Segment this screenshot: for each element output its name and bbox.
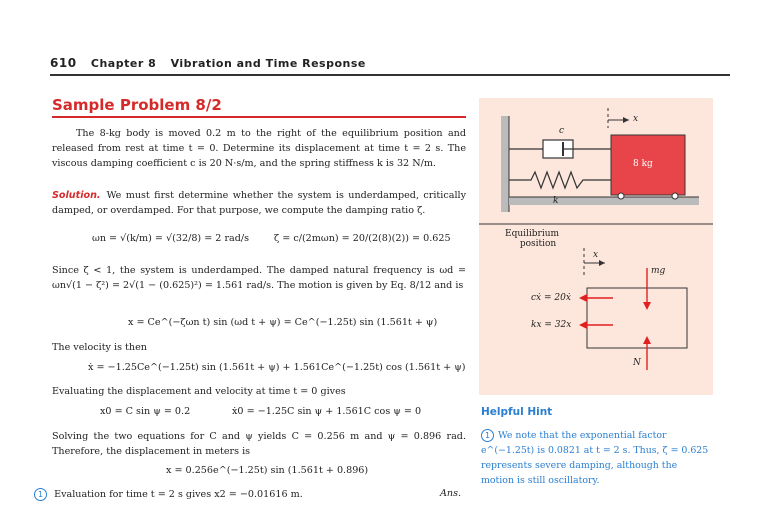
spring-label: k: [553, 196, 559, 206]
x-arrowhead-top: [623, 117, 629, 123]
equation-x: x = Ce^(−ζωn t) sin (ωd t + ψ) = Ce^(−1.25t) sin (1.561t + ψ): [128, 317, 438, 328]
hint-box: [481, 428, 713, 488]
equilibrium-label-line1: Equilibrium: [505, 229, 560, 239]
damper-force-label: cẋ = 20ẋ: [531, 293, 571, 303]
chapter-title: Vibration and Time Response: [170, 57, 366, 70]
normal-arrowhead: [643, 336, 651, 344]
equation-omega: ωn = √(k/m) = √(32/8) = 2 rad/s: [92, 233, 250, 244]
evaluation-text: Evaluation for time t = 2 s gives x2 = −0.01616 m.: [54, 489, 303, 500]
equilibrium-label: [505, 229, 559, 249]
hint-text: We note that the exponential factor e^(−1.25t) is 0.0821 at t = 2 s. Thus, ζ = 0.625 represents severe damping, although the motion is still oscillatory.: [481, 430, 709, 486]
wheel-left: [618, 193, 624, 199]
running-header: [50, 56, 730, 70]
solving-paragraph: Solving the two equations for C and ψ yields C = 0.256 m and ψ = 0.896 rad. Therefore, the displacement in meters is: [52, 431, 466, 457]
spring-force-arrowhead: [579, 321, 587, 329]
solution-intro-text: We must first determine whether the system is underdamped, critically damped, or overdamped. For that purpose, we compute the damping ratio ζ.: [52, 190, 466, 216]
header-rule: [50, 74, 730, 76]
equilibrium-label-line2: position: [519, 239, 557, 249]
equation-xdot0: ẋ0 = −1.25C sin ψ + 1.561C cos ψ = 0: [232, 406, 422, 417]
ground: [509, 197, 699, 205]
equation-zeta: ζ = c/(2mωn) = 20/(2(8)(2)) = 0.625: [274, 233, 451, 244]
hint-marker-icon: 1: [481, 429, 494, 442]
weight-label: mg: [651, 266, 666, 276]
x-label-fbd: x: [593, 250, 599, 260]
spring-force-label: kx = 32x: [531, 320, 572, 330]
equation-final: x = 0.256e^(−1.25t) sin (1.561t + 0.896): [166, 465, 369, 476]
equation-x0: x0 = C sin ψ = 0.2: [100, 406, 191, 417]
problem-title: Sample Problem 8/2: [52, 96, 222, 114]
x-label-top: x: [633, 114, 639, 124]
spring: [509, 172, 611, 188]
evaluating-text: Evaluating the displacement and velocity at time t = 0 gives: [52, 386, 346, 397]
weight-arrowhead: [643, 302, 651, 310]
problem-statement: The 8-kg body is moved 0.2 m to the right of the equilibrium position and released from rest at time t = 0. Determine its displacement at time t = 2 s. The viscous damping coefficient c is 20 N·s/m, and the spring stiffness k is 32 N/m.: [52, 128, 466, 169]
wall: [501, 116, 509, 212]
damper-label: c: [559, 126, 565, 136]
chapter-label: Chapter 8: [90, 57, 157, 70]
hint-title: Helpful Hint: [481, 406, 553, 418]
solution-intro: [52, 188, 466, 218]
since-paragraph: Since ζ < 1, the system is underdamped. The damped natural frequency is ωd = ωn√(1 − ζ²) = 2√(1 − (0.625)²) = 1.561 rad/s. The motion is given by Eq. 8/12 and is: [52, 265, 466, 291]
title-rule: [52, 116, 466, 118]
wheel-right: [672, 193, 678, 199]
solution-label: Solution.: [52, 190, 101, 201]
page-number: 610: [50, 56, 77, 70]
normal-label: N: [633, 358, 641, 368]
equation-xdot: ẋ = −1.25Ce^(−1.25t) sin (1.561t + ψ) + 1.561Ce^(−1.25t) cos (1.561t + ψ): [88, 362, 466, 373]
mass-label: 8 kg: [633, 159, 653, 169]
evaluation-line: [34, 488, 303, 501]
answer-label: Ans.: [440, 488, 462, 499]
velocity-text: The velocity is then: [52, 342, 147, 353]
fbd-block: [587, 288, 687, 348]
x-arrowhead-fbd: [599, 260, 605, 266]
hint-marker: 1: [34, 488, 47, 501]
figure-panel: [479, 98, 713, 395]
damper-force-arrowhead: [579, 294, 587, 302]
